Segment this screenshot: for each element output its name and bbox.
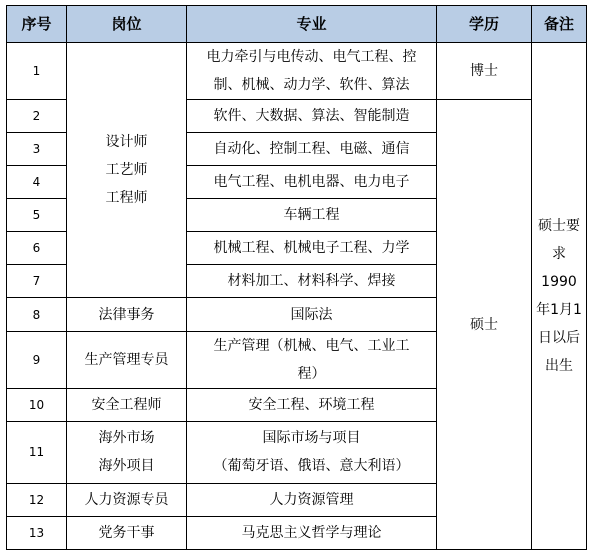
major-cell: 马克思主义哲学与理论 xyxy=(187,516,437,549)
note-line: 年1月1 xyxy=(536,302,582,318)
major-line: 制、机械、动力学、软件、算法 xyxy=(213,77,410,94)
position-cell: 法律事务 xyxy=(67,298,187,331)
position-line: 设计师 xyxy=(105,134,148,151)
recruitment-table xyxy=(6,5,587,550)
row-number: 1 xyxy=(7,43,67,100)
degree-cell-master: 硕士 xyxy=(437,100,532,550)
header-row xyxy=(7,6,587,43)
major-line: （葡萄牙语、俄语、意大利语） xyxy=(213,458,410,475)
major-line: 国际市场与项目 xyxy=(262,430,361,447)
major-cell: 车辆工程 xyxy=(187,199,437,232)
header-note: 备注 xyxy=(532,6,587,43)
note-cell xyxy=(532,43,587,550)
row-number: 11 xyxy=(7,421,67,483)
row-number: 12 xyxy=(7,483,67,516)
position-cell xyxy=(67,421,187,483)
position-cell-design-group xyxy=(67,43,187,298)
row-number: 3 xyxy=(7,133,67,166)
header-degree: 学历 xyxy=(437,6,532,43)
major-cell: 人力资源管理 xyxy=(187,483,437,516)
position-cell: 党务干事 xyxy=(67,516,187,549)
row-number: 7 xyxy=(7,265,67,298)
major-cell: 安全工程、环境工程 xyxy=(187,388,437,421)
position-line: 海外项目 xyxy=(98,458,155,475)
major-cell xyxy=(187,43,437,100)
note-line: 日以后 xyxy=(538,330,580,346)
position-cell: 安全工程师 xyxy=(67,388,187,421)
note-line: 出生 xyxy=(545,358,573,374)
note-line: 硕士要 xyxy=(538,218,580,234)
row-number: 5 xyxy=(7,199,67,232)
row-number: 10 xyxy=(7,388,67,421)
position-cell: 人力资源专员 xyxy=(67,483,187,516)
header-position: 岗位 xyxy=(67,6,187,43)
major-cell: 电气工程、电机电器、电力电子 xyxy=(187,166,437,199)
table-row xyxy=(7,43,587,100)
note-line: 求1990 xyxy=(541,246,577,290)
major-cell: 软件、大数据、算法、智能制造 xyxy=(187,100,437,133)
position-line: 海外市场 xyxy=(98,430,155,447)
row-number: 6 xyxy=(7,232,67,265)
major-line: 电力牵引与电传动、电气工程、控 xyxy=(206,49,417,66)
major-line: 生产管理（机械、电气、工业工 xyxy=(213,337,410,354)
position-line: 工艺师 xyxy=(105,162,148,179)
degree-cell-phd: 博士 xyxy=(437,43,532,100)
row-number: 9 xyxy=(7,331,67,388)
major-line: 程） xyxy=(297,365,326,382)
major-cell xyxy=(187,421,437,483)
position-cell: 生产管理专员 xyxy=(67,331,187,388)
major-cell: 材料加工、材料科学、焊接 xyxy=(187,265,437,298)
row-number: 2 xyxy=(7,100,67,133)
major-cell: 国际法 xyxy=(187,298,437,331)
row-number: 8 xyxy=(7,298,67,331)
header-major: 专业 xyxy=(187,6,437,43)
major-cell xyxy=(187,331,437,388)
header-no: 序号 xyxy=(7,6,67,43)
major-cell: 自动化、控制工程、电磁、通信 xyxy=(187,133,437,166)
row-number: 4 xyxy=(7,166,67,199)
row-number: 13 xyxy=(7,516,67,549)
major-cell: 机械工程、机械电子工程、力学 xyxy=(187,232,437,265)
position-line: 工程师 xyxy=(105,190,148,207)
